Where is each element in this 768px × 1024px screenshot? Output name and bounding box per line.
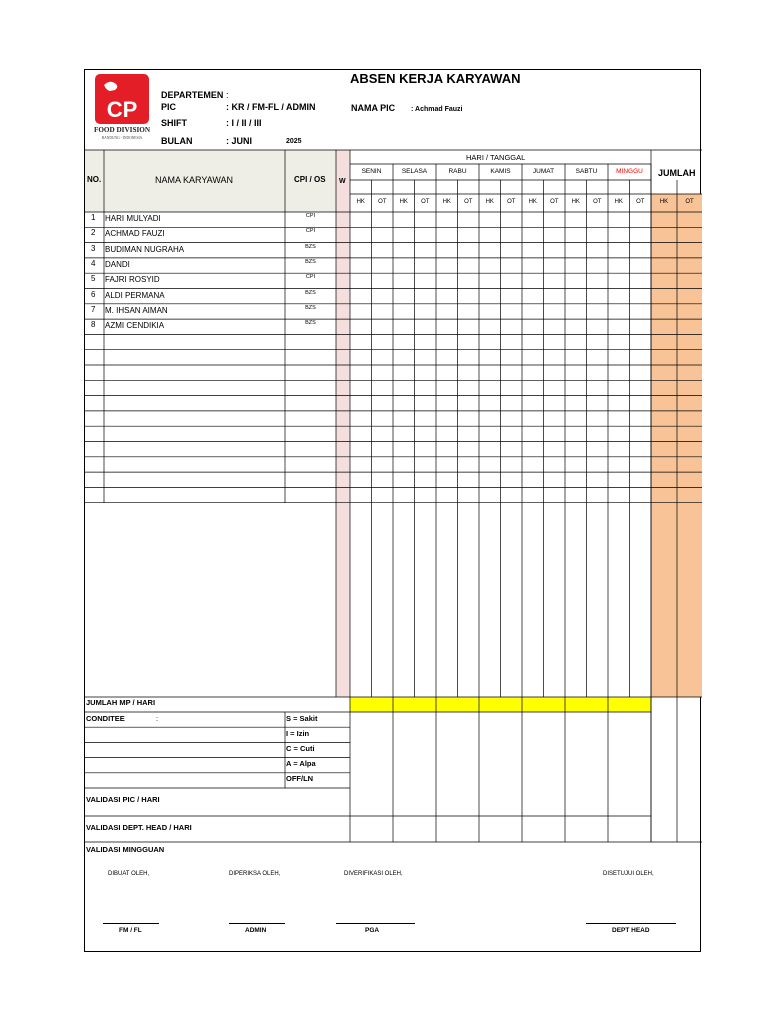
employee-name: AZMI CENDIKIA (105, 321, 165, 331)
sig-role-fm: FM / FL (119, 927, 142, 934)
sig-role-pga: PGA (365, 927, 380, 934)
sub-ot-label: OT (636, 199, 645, 205)
code-cuti: C = Cuti (286, 744, 315, 753)
day-label-senin: SENIN (361, 168, 382, 175)
jumlah-hk-label: HK (659, 199, 669, 205)
sub-ot-label: OT (464, 199, 473, 205)
cp-logo (94, 73, 150, 141)
validasi-dept-label: VALIDASI DEPT. HEAD / HARI (86, 823, 192, 832)
employee-type: BZS (305, 289, 316, 296)
employee-name: ALDI PERMANA (105, 290, 165, 300)
attendance-sheet (84, 69, 701, 952)
day-label-rabu: RABU (448, 168, 467, 175)
employee-type: BZS (305, 258, 316, 265)
row-number: 4 (91, 258, 96, 268)
row-number: 2 (91, 228, 96, 238)
employee-name: BUDIMAN NUGRAHA (105, 244, 185, 254)
jumlah-column-fill (651, 194, 702, 697)
day-label-minggu: MINGGU (616, 168, 643, 175)
page-title: ABSEN KERJA KARYAWAN (350, 71, 521, 86)
departemen-value: : (226, 90, 229, 100)
code-sakit: S = Sakit (286, 714, 318, 723)
sub-ot-label: OT (593, 199, 602, 205)
pic-label: PIC (161, 102, 177, 112)
sig-line-dept-head (586, 923, 676, 924)
conditee-label: CONDITEE (86, 714, 125, 723)
employee-type: CPI (305, 274, 316, 281)
departemen-label: DEPARTEMEN (161, 90, 224, 100)
row-number: 8 (91, 320, 96, 330)
employee-name: HARI MULYADI (105, 214, 161, 223)
jumlah-ot-label: OT (685, 199, 694, 205)
row-number: 6 (91, 289, 96, 299)
validasi-mingguan-label: VALIDASI MINGGUAN (86, 845, 165, 854)
sig-line-admin (229, 923, 285, 924)
logo-location: BANDUNG - INDONESIA (101, 136, 143, 140)
hari-tanggal-header: HARI / TANGGAL (466, 153, 526, 162)
col-name-header: NAMA KARYAWAN (155, 175, 234, 185)
employee-name: ACHMAD FAUZI (105, 229, 165, 239)
pic-value: : KR / FM-FL / ADMIN (226, 102, 316, 112)
sig-dibuat-heading: DIBUAT OLEH, (108, 871, 150, 877)
code-izin: I = Izin (286, 729, 310, 738)
sub-hk-label: HK (399, 199, 408, 205)
employee-name: M. IHSAN AIMAN (105, 305, 168, 315)
sub-hk-label: HK (356, 199, 365, 205)
sub-ot-label: OT (378, 199, 387, 205)
shift-value: : I / II / III (226, 118, 262, 128)
employee-type: CPI (305, 228, 316, 235)
shift-label: SHIFT (161, 118, 187, 128)
sig-diperiksa-heading: DIPERIKSA OLEH, (229, 871, 281, 877)
logo-brand: CP (106, 97, 138, 122)
sub-hk-label: HK (442, 199, 451, 205)
bulan-value: : JUNI (226, 136, 253, 146)
logo-division: FOOD DIVISION (94, 126, 150, 134)
employee-name: FAJRI ROSYID (105, 275, 160, 285)
sig-role-dept-head: DEPT HEAD (612, 927, 650, 934)
sig-disetujui-heading: DISETUJUI OLEH, (603, 871, 654, 877)
employee-name: DANDI (105, 259, 130, 269)
validasi-pic-label: VALIDASI PIC / HARI (86, 795, 160, 804)
sub-hk-label: HK (528, 199, 537, 205)
employee-type: BZS (305, 243, 316, 250)
sub-hk-label: HK (614, 199, 623, 205)
code-alpa: A = Alpa (286, 759, 316, 768)
conditee-colon: : (156, 714, 159, 723)
day-label-sabtu: SABTU (575, 168, 598, 175)
sub-ot-label: OT (507, 199, 516, 205)
w-column-fill (336, 150, 350, 697)
sig-role-admin: ADMIN (245, 927, 267, 934)
day-label-jumat: JUMAT (532, 168, 555, 175)
sig-line-fm (103, 923, 159, 924)
sub-ot-label: OT (421, 199, 430, 205)
year-value: 2025 (286, 138, 302, 145)
col-no-header: NO. (87, 175, 102, 184)
bulan-label: BULAN (161, 136, 193, 146)
sub-hk-label: HK (485, 199, 494, 205)
row-number: 3 (91, 243, 96, 253)
sig-line-pga (336, 923, 415, 924)
sub-ot-label: OT (550, 199, 559, 205)
sig-diverifikasi-heading: DIVERIFIKASI OLEH, (344, 871, 403, 877)
row-number: 7 (91, 304, 96, 314)
sub-hk-label: HK (571, 199, 580, 205)
nama-pic-value: : Achmad Fauzi (411, 106, 463, 113)
col-type-header: CPI / OS (294, 175, 326, 184)
jumlah-mp-label: JUMLAH MP / HARI (86, 698, 156, 707)
day-label-selasa: SELASA (401, 168, 428, 175)
employee-type: BZS (305, 304, 316, 311)
day-label-kamis: KAMIS (490, 168, 511, 175)
employee-type: CPI (305, 213, 316, 219)
jumlah-mp-highlight (350, 697, 651, 712)
jumlah-header: JUMLAH (658, 168, 696, 178)
employee-type: BZS (305, 320, 316, 327)
code-off: OFF/LN (286, 774, 314, 783)
row-number: 1 (91, 213, 96, 222)
nama-pic-label: NAMA PIC (351, 103, 396, 113)
row-number: 5 (91, 274, 96, 284)
col-w-header: W (339, 178, 346, 185)
